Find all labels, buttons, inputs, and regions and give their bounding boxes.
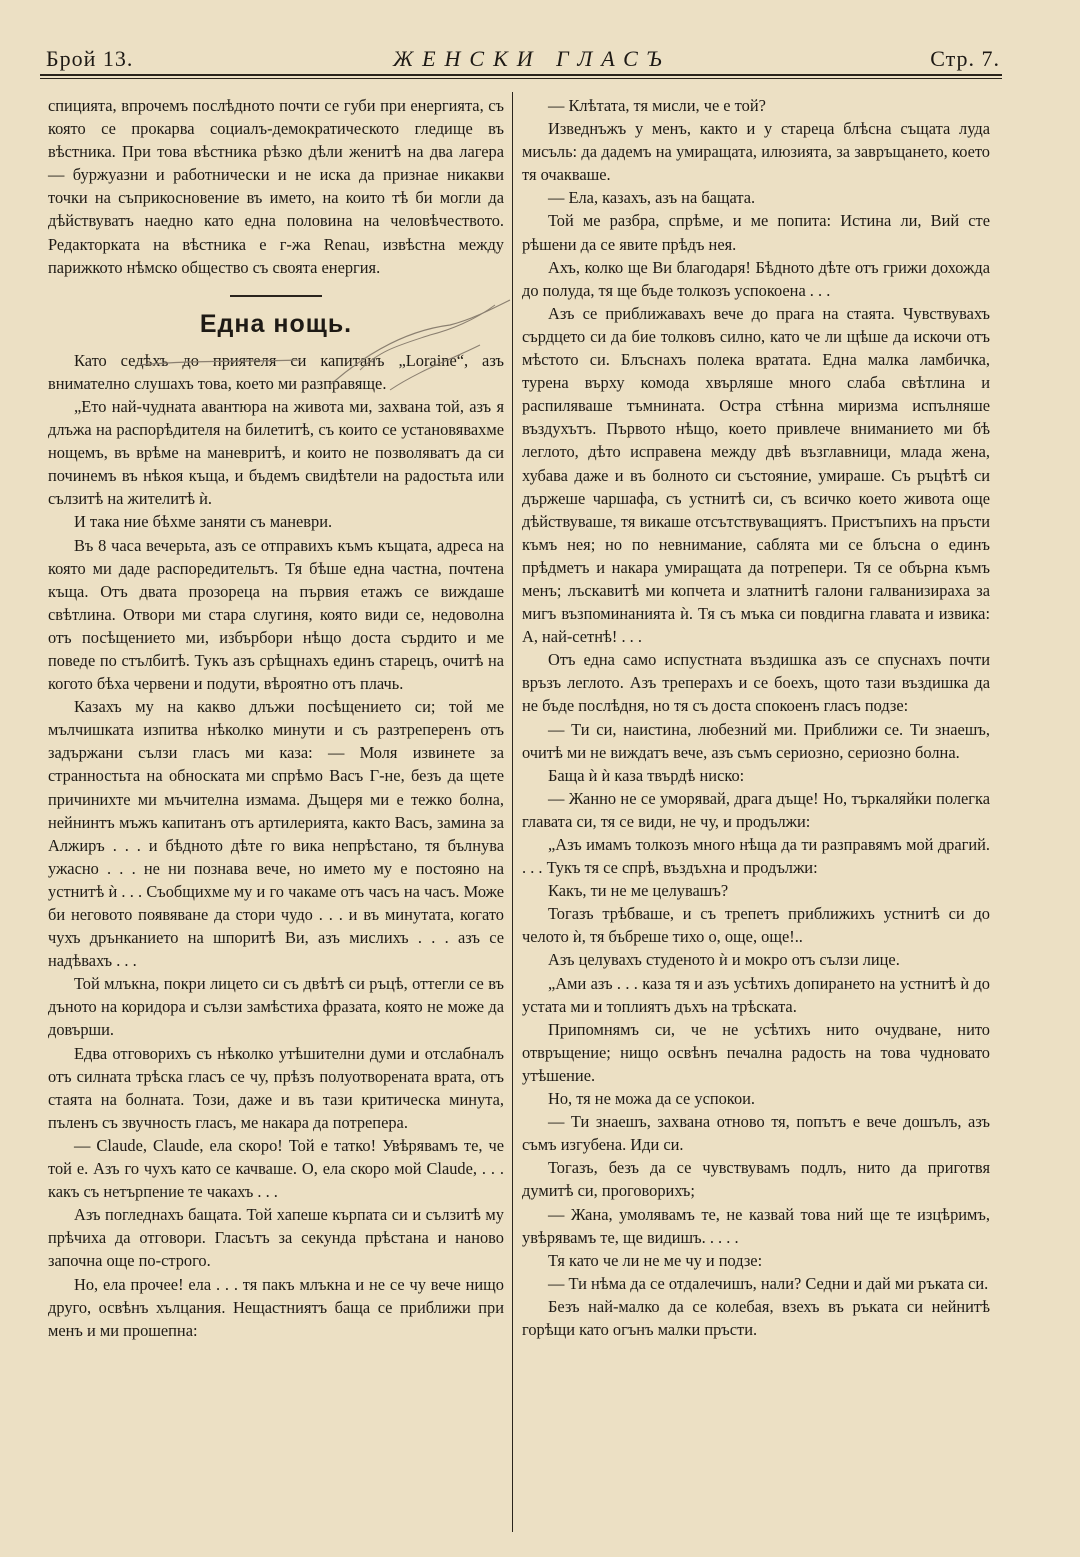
paragraph: — Claude, Claude, ела скоро! Той е татко! Увѣрявамъ те, че той е. Азъ го чухъ като се качваше. О, ела скоро мой Claude, . . . какъ съ нетърпение те чакахъ . . . — [48, 1135, 504, 1202]
paragraph: Тогазъ трѣбваше, и съ трепетъ приближихъ устнитѣ си до челото ѝ, тя бъбреше тихо о, още, още!.. — [522, 904, 990, 947]
paragraph: Изведнъжъ у менъ, както и у стареца блѣсна същата луда мисъль: да дадемъ на умиращата, илюзията, за завръщането, което тя очакваше. — [522, 119, 990, 185]
page-header — [46, 38, 1000, 72]
paragraph: — Ти си, наистина, любезний ми. Приближи се. Ти знаешъ, очитѣ ми не виждатъ вече, азъ съмъ сериозно, сериозно болна. — [522, 719, 990, 762]
paragraph: „Ами азъ . . . каза тя и азъ усѣтихъ допирането на устнитѣ ѝ до устата ми и топлиятъ дъхъ на трѣската. — [522, 973, 990, 1016]
paragraph: Азъ целувахъ студеното ѝ и мокро отъ сълзи лице. — [548, 950, 900, 970]
page-number: Стр. 7. — [930, 46, 1000, 71]
intro-paragraph: спицията, впрочемъ послѣдното почти се губи при енергията, съ която се прокарва социалъ-демократическото гледище въ вѣстника. При това вѣстника рѣзко дѣли женитѣ на два лагера — буржуазни и работнически и не иска да признае никакви точки на съприкосновение въ името, на които тѣ би могли да дѣйствуватъ наедно като една половина на человѣчеството. Редакторката на вѣстника е г-жа Renau, извѣстна между парижкото нѣмско общество съ своята енергия. — [48, 96, 504, 277]
paragraph: Той млъкна, покри лицето си съ двѣтѣ си ръцѣ, оттегли се въ дъното на коридора и сълзи замѣстиха фразата, която не може да довърши. — [48, 974, 504, 1040]
paragraph: Баща ѝ ѝ каза твърдѣ ниско: — [548, 765, 745, 785]
paragraph: Безъ най-малко да се колебая, взехъ въ ръката си нейнитѣ горѣщи като огънъ малки пръсти. — [522, 1296, 990, 1339]
paragraph: Отъ една само испустната въздишка азъ се спуснахъ почти връзъ леглото. Азъ треперахъ и се боехъ, щото тази въздишка да не бъде послѣдня, но тя съ доста спокоенъ гласъ подзе: — [522, 650, 990, 716]
paragraph: — Жанно не се уморявай, драга дъще! Но, търкаляйки полегка главата си, тя се види, не чу, и продължи: — [522, 788, 990, 831]
paragraph: Тя като че ли не ме чу и подзе: — [548, 1250, 763, 1270]
paragraph: Припомнямъ си, че не усѣтихъ нито очудване, нито отвръщение; нищо освѣнъ печална радость на това чудновато утѣшение. — [522, 1019, 990, 1085]
newspaper-title: ЖЕНСКИ ГЛАСЪ — [392, 46, 671, 71]
paragraph: Какъ, ти не ме целувашъ? — [548, 881, 729, 901]
paragraph: Но, ела прочее! ела . . . тя пакъ млъкна и не се чу вече нищо друго, освѣнъ хълцания. Нещастниятъ баща се приближи при менъ и ми прошепна: — [48, 1274, 504, 1340]
issue-number: Брой 13. — [46, 46, 134, 71]
left-column — [48, 94, 504, 1342]
story-title: Една нощь. — [199, 309, 353, 338]
column-divider — [512, 92, 513, 1532]
paragraph: Азъ се приближавахъ вече до прага на стаята. Чувствувахъ сърдцето си да бие толковъ силно, като че ли щѣше да искочи отъ мѣстото си. Блъснахъ полека вратата. Една малка ламбичка, турена върху комода хвърляше много слаба свѣтлина и распиляваше тъмнината. Остра стѣнна миризма испълняше въздухътъ. Първото нѣщо, което привлече вниманието ми бѣ леглото, дѣто исправена между двѣ възглавници, млада жена, хубава даже и въ болното си състояние, умираше. Съ ръцѣтѣ си държеше чаршафа, съ устнитѣ си, съ всичко което живота още дѣйствуваше, тя викаше отсътствуващиятъ. Пристъпихъ на пръсти къмъ нея; но по невнимание, саблята ми се блъсна о единъ прѣдметъ и накара умиращата да потрепери. Тя се обърна къмъ менъ; лъскавитѣ ми копчета и златнитѣ галони галванизираха за мигъ възпоминанията ѝ. Тя съ мъка си повдигна главата и извика: А, най-сетнѣ! . . . — [522, 303, 990, 647]
paragraph: Тогазъ, безъ да се чувствувамъ подлъ, нито да приготвя думитѣ си, проговорихъ; — [522, 1158, 990, 1201]
paragraph: — Ела, казахъ, азъ на бащата. — [548, 188, 756, 208]
paragraph: — Клѣтата, тя мисли, че е той? — [548, 96, 766, 115]
paragraph: Но, тя не можа да се успокои. — [548, 1089, 756, 1109]
paragraph: Той ме разбра, спрѣме, и ме попита: Истина ли, Вий сте рѣшени да се явите прѣдъ нея. — [522, 211, 990, 254]
paragraph: Азъ погледнахъ бащата. Той хапеше кърпата си и сълзитѣ му прѣчиха да отговори. Гласътъ за секунда прѣстана и наново започна още по-строго. — [48, 1205, 504, 1271]
paragraph: Казахъ му на какво длъжи посѣщението си; той ме мълчишката изпитва нѣколко минути и съ разтреперенъ отъ задържани сълзи гласъ ми каза: — Моля извинете за странностьта на обноската ми спрѣмо Васъ Г-не, безъ да щете причинихте ми мъчителна измама. Дъщеря ми е тежко болна, нейнинтъ мъжъ капитанъ отъ артилерията, както Васъ, замина за Алжиръ . . . и бѣдното дѣте го вика непрѣстано, тя бълнува ужасно . . . не ни познава вече, но името му е постояно на устнитѣ ѝ . . . Съобщихме му и го чакаме отъ часъ на часъ. Може би неговото появяване да стори чудо . . . и въ минутата, когато чухъ дрънканието на шпоритѣ Ви, азъ мислихъ . . . азъ се надѣвахъ . . . — [48, 697, 504, 971]
right-column — [522, 94, 990, 1341]
paragraph: Въ 8 часа вечерьта, азъ се отправихъ къмъ къщата, адреса на която ми даде распоредительтъ. Тя бѣше една частна, почтена къща. Отъ двата прозореца на първия етажъ се виждаше свѣтлина. Отвори ми стара слугиня, която види се, недоволна отъ посѣщението ми, избърбори нѣщо доста сърдито и ме поведе по стълбитѣ. Тукъ азъ срѣщнахъ единъ старецъ, очитѣ на когото бѣха червени и подути, вѣроятно отъ плачь. — [48, 535, 504, 694]
section-rule — [230, 295, 322, 297]
paragraph: „Азъ имамъ толкозъ много нѣща да ти разправямъ мой драгий. . . . Тукъ тя се спрѣ, въздъхна и продължи: — [522, 835, 990, 878]
paragraph: Едва отговорихъ съ нѣколко утѣшителни думи и отслабналъ отъ силната трѣска гласъ се чу, прѣзъ полуотворената врата, отъ стаята на болната. Този, даже и въ тази критическа минута, пъленъ съ звучность гласъ, ме накара да потрепера. — [48, 1043, 504, 1132]
paragraph: — Жана, умолявамъ те, не казвай това ний ще те изцѣримъ, увѣрявамъ те, ще видишъ. . . . . — [522, 1204, 990, 1247]
paragraph: Ахъ, колко ще Ви благодаря! Бѣдното дѣте отъ грижи дохожда до полуда, тя ще бъде толкозъ успокоена . . . — [522, 257, 990, 300]
paragraph: — Ти нѣма да се отдалечишъ, нали? Седни и дай ми ръката си. — [548, 1273, 989, 1293]
paragraph: Като седѣхъ до приятеля си капитанъ „Loraine“, азъ внимателно слушахъ това, което ми разправяще. — [48, 350, 504, 393]
header-rule — [40, 74, 1002, 79]
paragraph: — Ти знаешъ, захвана отново тя, попътъ е вече дошълъ, азъ съмъ изгубена. Иди си. — [522, 1112, 990, 1155]
paragraph: И така ние бѣхме заняти съ маневри. — [74, 512, 333, 532]
paragraph: „Ето най-чудната авантюра на живота ми, захвана той, азъ я длъжа на распорѣдителя на билетитѣ, съ които се установявахме нощемъ, въ врѣме на маневритѣ, и които не позволяватъ да си починемъ въ нѣкоя къща, и бъдемъ свидѣтели на радостьта или сълзитѣ на жителитѣ ѝ. — [48, 396, 504, 509]
